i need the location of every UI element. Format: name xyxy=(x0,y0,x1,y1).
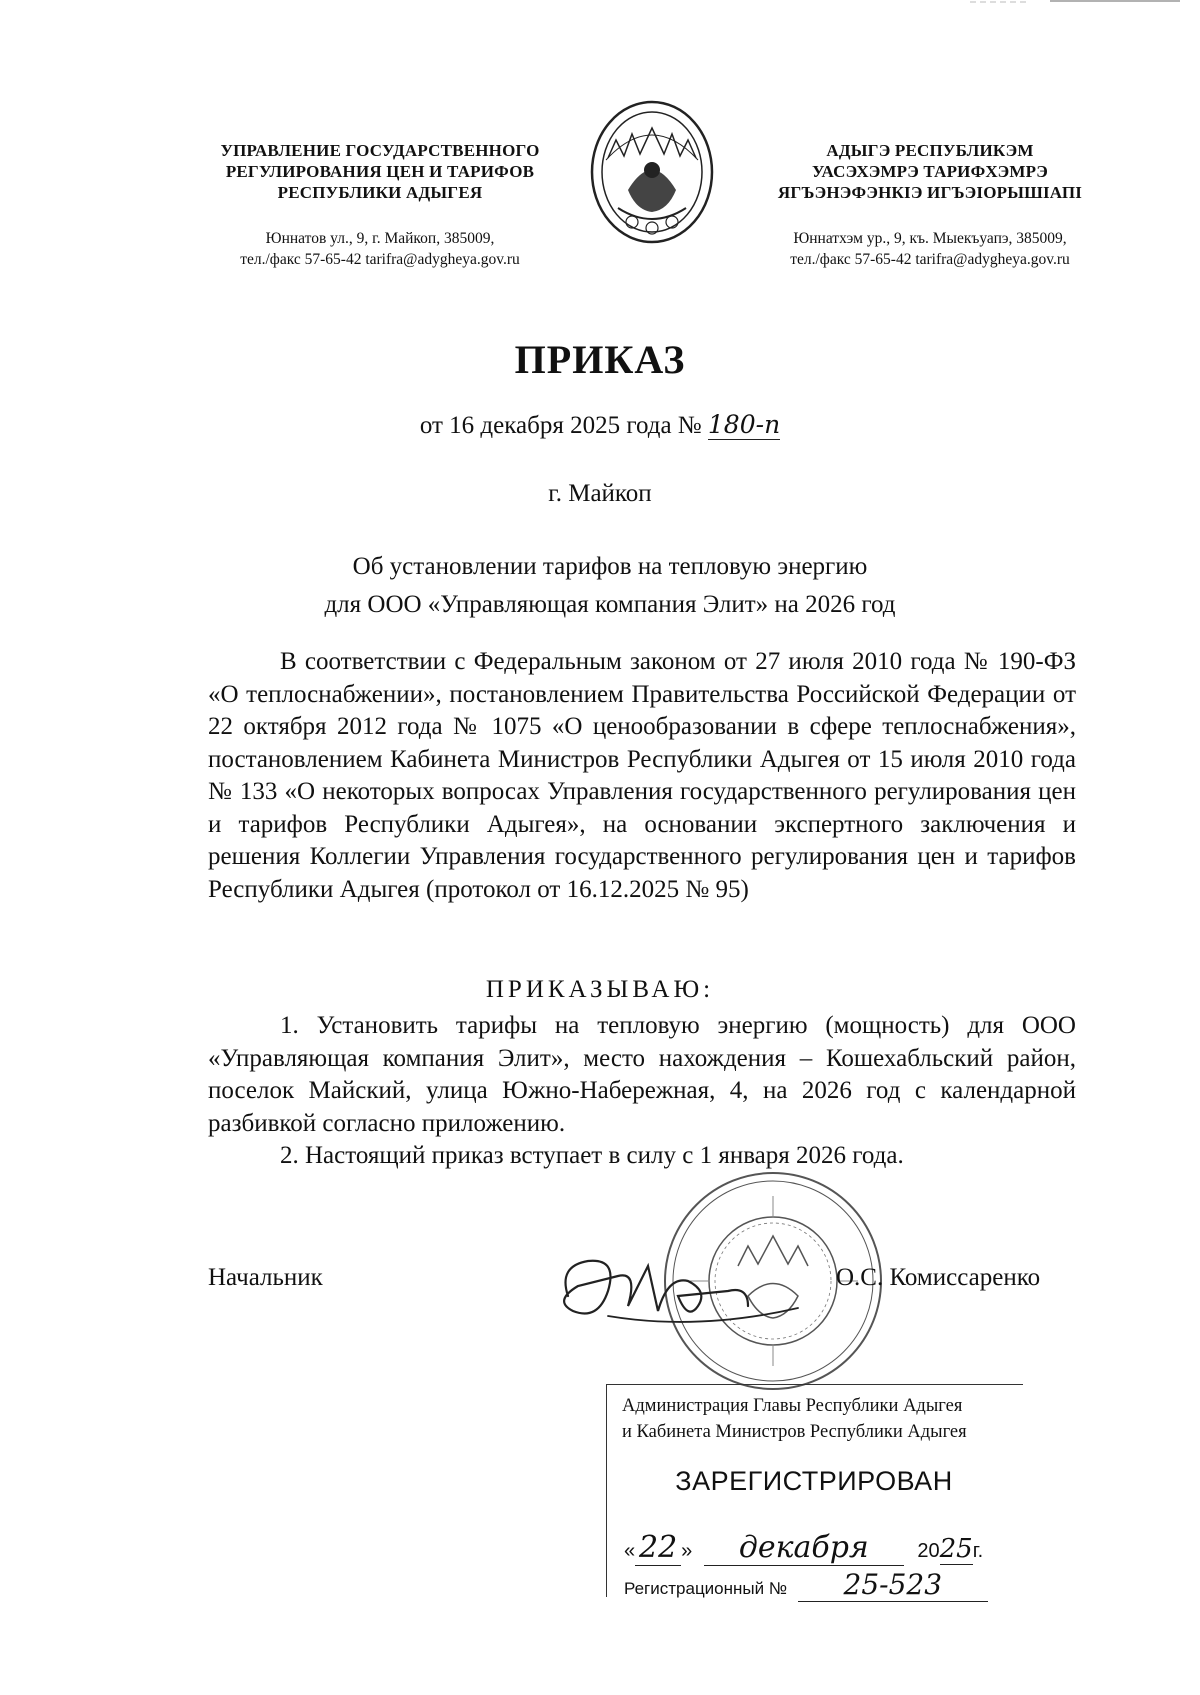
stamp-year-suffix: 25 xyxy=(939,1534,973,1564)
signatory-title: Начальник xyxy=(208,1264,323,1291)
contact-line: тел./факс 57-65-42 tarifra@adygheya.gov.ru xyxy=(790,251,1070,268)
document-date: от 16 декабря 2025 года № xyxy=(419,412,702,439)
address-line: Юннатов ул., 9, г. Майкоп, 385009, xyxy=(265,230,495,247)
stamp-number: 25-523 xyxy=(798,1568,988,1602)
org-name-line: УАСЭХЭМРЭ ТАРИФХЭМРЭ xyxy=(812,162,1048,181)
stamp-authority-line: Администрация Главы Республики Адыгея xyxy=(622,1396,963,1416)
document-subject xyxy=(300,548,920,624)
order-items xyxy=(208,1010,1076,1173)
document-preamble xyxy=(208,646,1076,906)
org-address-adyghe xyxy=(740,228,1120,270)
preamble-paragraph: В соответствии с Федеральным законом от 27 июля 2010 года № 190-ФЗ «О теплоснабжении», постановлением Правительства Российской Федерации от 22 октября 2012 года № 1075 «О ценообразовании в сфере теплоснабжения», постановлением Кабинета Министров Республики Адыгея от 15 июля 2010 года № 133 «О некоторых вопросах Управления государственного регулирования цен и тарифов Республики Адыгея», на основании экспертного заключения и решения Коллегии Управления государственного регулирования цен и тарифов Республики Адыгея (протокол от 16.12.2025 № 95) xyxy=(208,648,1076,903)
subject-line: для ООО «Управляющая компания Элит» на 2026 год xyxy=(324,591,896,618)
subject-line: Об установлении тарифов на тепловую энергию xyxy=(352,553,868,580)
stamp-month: декабря xyxy=(704,1530,904,1566)
order-heading: ПРИКАЗЫВАЮ: xyxy=(485,976,715,1003)
stamp-number-label: Регистрационный № xyxy=(624,1579,788,1598)
document-title: ПРИКАЗ xyxy=(514,337,686,382)
document-city: г. Майкоп xyxy=(548,480,652,507)
stamp-registration-number xyxy=(624,1568,988,1602)
stamp-authority-line: и Кабинета Министров Республики Адыгея xyxy=(622,1422,967,1442)
date-close-quote: » xyxy=(681,1540,693,1562)
org-name-ru xyxy=(200,140,560,203)
signatory-name: О.С. Комиссаренко xyxy=(836,1264,1041,1291)
scan-marks xyxy=(970,0,1190,6)
org-name-adyghe xyxy=(740,140,1120,203)
address-line: Юннатхэм ур., 9, къ. Мыекъуапэ, 385009, xyxy=(793,230,1067,247)
stamp-year-prefix: 20 xyxy=(917,1540,940,1562)
stamp-day: 22 xyxy=(635,1530,681,1566)
coat-of-arms-adygea-icon xyxy=(588,100,716,250)
date-open-quote: « xyxy=(624,1540,636,1562)
stamp-year-unit: г. xyxy=(972,1540,984,1562)
document-number-handwritten: 180-п xyxy=(707,410,781,439)
stamp-date xyxy=(624,1530,983,1566)
org-name-line: УПРАВЛЕНИЕ ГОСУДАРСТВЕННОГО xyxy=(220,141,540,160)
org-name-line: РЕГУЛИРОВАНИЯ ЦЕН И ТАРИФОВ xyxy=(225,162,535,181)
stamp-status: ЗАРЕГИСТРИРОВАН xyxy=(675,1466,953,1496)
order-item: 1. Установить тарифы на тепловую энергию (мощность) для ООО «Управляющая компания Элит», место нахождения – Кошехабльский район, поселок Майский, улица Южно-Набережная, 4, на 2026 год с календарной разбивкой согласно приложению. xyxy=(208,1012,1076,1137)
order-item: 2. Настоящий приказ вступает в силу с 1 января 2026 года. xyxy=(280,1142,904,1169)
org-name-line: РЕСПУБЛИКИ АДЫГЕЯ xyxy=(277,183,483,202)
org-name-line: АДЫГЭ РЕСПУБЛИКЭМ xyxy=(826,141,1034,160)
org-address-ru xyxy=(200,228,560,270)
handwritten-signature xyxy=(548,1236,868,1346)
contact-line: тел./факс 57-65-42 tarifra@adygheya.gov.ru xyxy=(240,251,520,268)
document-date-number xyxy=(0,410,1200,440)
org-name-line: ЯГЪЭНЭФЭНКІЭ ИГЪЭІОРЫШІАПІ xyxy=(777,183,1083,202)
